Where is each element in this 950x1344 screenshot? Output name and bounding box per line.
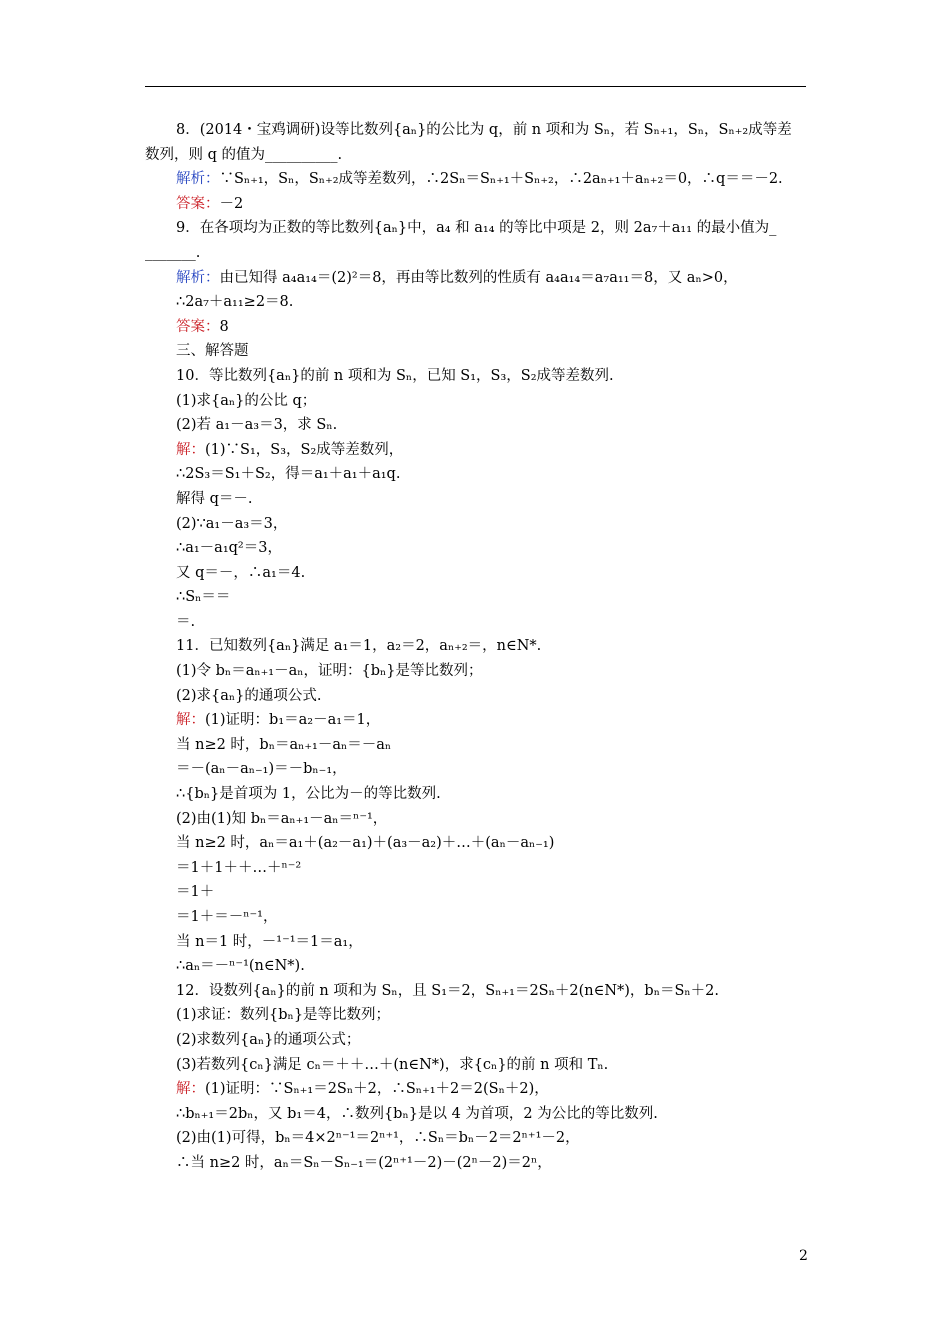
text-line xyxy=(145,290,806,315)
line-text: (2)求数列{aₙ}的通项公式； xyxy=(176,1031,361,1048)
text-line xyxy=(145,438,806,463)
line-text: ∴a₁－a₁q²＝3， xyxy=(176,540,282,557)
text-line xyxy=(145,634,806,659)
line-text: ＝1＋＝－ⁿ⁻¹， xyxy=(176,909,278,925)
text-line xyxy=(145,266,806,291)
line-text: ＝. xyxy=(176,613,196,630)
answer-label: 解析： xyxy=(176,171,220,188)
text-line xyxy=(145,315,806,340)
text-line xyxy=(145,1126,806,1151)
answer-label: 解析： xyxy=(176,269,220,286)
line-text: (1)令 bₙ＝aₙ₊₁－aₙ，证明：{bₙ}是等比数列； xyxy=(176,663,483,680)
text-line xyxy=(145,856,806,881)
line-text: 又 q＝－，∴a₁＝4. xyxy=(176,564,306,581)
line-text: 当 n≥2 时，aₙ＝a₁＋(a₂－a₁)＋(a₃－a₂)＋…＋(aₙ－aₙ₋₁) xyxy=(176,835,555,852)
line-text: (3)若数列{cₙ}满足 cₙ＝＋＋…＋(n∈N*)，求{cₙ}的前 n 项和 Tₙ. xyxy=(176,1056,609,1073)
text-line xyxy=(145,954,806,979)
line-text: (1)∵S₁，S₃，S₂成等差数列， xyxy=(205,441,404,458)
line-text: (1)求{aₙ}的公比 q； xyxy=(176,392,317,409)
text-line xyxy=(145,339,806,364)
line-text: 8 xyxy=(219,318,229,335)
line-text: ＝1＋ xyxy=(176,884,215,901)
line-text: －2 xyxy=(219,195,244,212)
line-text: 当 n＝1 时，－¹⁻¹＝1＝a₁， xyxy=(176,933,363,950)
answer-label: 解： xyxy=(176,441,205,458)
text-line xyxy=(145,512,806,537)
text-line xyxy=(145,192,806,217)
line-text: (2)∵a₁－a₃＝3， xyxy=(176,515,288,532)
page-body xyxy=(145,118,806,1176)
text-line xyxy=(145,684,806,709)
text-line xyxy=(145,757,806,782)
text-line xyxy=(145,610,806,635)
text-line xyxy=(145,143,806,168)
answer-label: 答案： xyxy=(176,318,220,335)
line-text: ＝－(aₙ－aₙ₋₁)＝－bₙ₋₁， xyxy=(176,761,347,778)
header-rule xyxy=(145,86,806,87)
answer-label: 解： xyxy=(176,712,205,729)
line-text: ∴{bₙ}是首项为 1，公比为－的等比数列. xyxy=(176,786,441,803)
text-line xyxy=(145,979,806,1004)
line-text: (1)证明：b₁＝a₂－a₁＝1， xyxy=(205,712,381,729)
text-line xyxy=(145,487,806,512)
text-line xyxy=(145,1151,806,1176)
line-text: 10．等比数列{aₙ}的前 n 项和为 Sₙ，已知 S₁，S₃，S₂成等差数列. xyxy=(176,367,614,384)
line-text: 解得 q＝－. xyxy=(176,490,253,507)
text-line xyxy=(145,389,806,414)
text-line xyxy=(145,831,806,856)
text-line xyxy=(145,782,806,807)
line-text: ∴aₙ＝－ⁿ⁻¹(n∈N*). xyxy=(176,958,305,975)
text-line xyxy=(145,413,806,438)
line-text: 数列，则 q 的值为__________. xyxy=(145,146,343,163)
line-text: ∵Sₙ₊₁，Sₙ，Sₙ₊₂成等差数列，∴2Sₙ＝Sₙ₊₁＋Sₙ₊₂，∴2aₙ₊₁＋aₙ₊₂＝0，∴q＝＝－2. xyxy=(219,171,783,188)
text-line xyxy=(145,659,806,684)
text-line xyxy=(145,1003,806,1028)
text-line xyxy=(145,216,806,241)
line-text: ∴2a₇＋a₁₁≥2＝8. xyxy=(176,294,294,311)
text-line xyxy=(145,1053,806,1078)
text-line xyxy=(145,708,806,733)
text-line xyxy=(145,905,806,930)
line-text: (2)由(1)可得，bₙ＝4×2ⁿ⁻¹＝2ⁿ⁺¹，∴Sₙ＝bₙ－2＝2ⁿ⁺¹－2， xyxy=(176,1130,580,1147)
text-line xyxy=(145,807,806,832)
line-text: ∴2S₃＝S₁＋S₂，得＝a₁＋a₁＋a₁q. xyxy=(176,466,401,483)
text-line xyxy=(145,1077,806,1102)
line-text: 11．已知数列{aₙ}满足 a₁＝1，a₂＝2，aₙ₊₂＝，n∈N*. xyxy=(176,638,542,655)
line-text: 8．(2014・宝鸡调研)设等比数列{aₙ}的公比为 q，前 n 项和为 Sₙ，若 Sₙ₊₁，Sₙ，Sₙ₊₂成等差 xyxy=(176,122,792,138)
line-text: _______. xyxy=(145,244,201,261)
text-line xyxy=(145,1028,806,1053)
text-line xyxy=(145,536,806,561)
line-text: ∴Sₙ＝＝ xyxy=(176,589,231,606)
line-text: 12．设数列{aₙ}的前 n 项和为 Sₙ，且 S₁＝2，Sₙ₊₁＝2Sₙ＋2(n∈N*)，bₙ＝Sₙ＋2. xyxy=(176,982,720,999)
line-text: (1)证明：∵Sₙ₊₁＝2Sₙ＋2，∴Sₙ₊₁＋2＝2(Sₙ＋2)， xyxy=(205,1081,549,1098)
text-line xyxy=(145,167,806,192)
text-line xyxy=(145,462,806,487)
page-number: 2 xyxy=(799,1248,808,1264)
line-text: 当 n≥2 时，bₙ＝aₙ₊₁－aₙ＝－aₙ xyxy=(176,736,392,753)
line-text: (1)求证：数列{bₙ}是等比数列； xyxy=(176,1007,391,1024)
line-text: (2)由(1)知 bₙ＝aₙ₊₁－aₙ＝ⁿ⁻¹， xyxy=(176,810,388,827)
answer-label: 答案： xyxy=(176,195,220,212)
line-text: (2)若 a₁－a₃＝3，求 Sₙ. xyxy=(176,417,338,434)
line-text: ＝1＋1＋＋…＋ⁿ⁻² xyxy=(176,859,302,876)
text-line xyxy=(145,585,806,610)
answer-label: 解： xyxy=(176,1081,205,1098)
line-text: 三、解答题 xyxy=(176,343,249,360)
text-line xyxy=(145,118,806,143)
line-text: (2)求{aₙ}的通项公式. xyxy=(176,687,322,704)
text-line xyxy=(145,241,806,266)
line-text: 由已知得 a₄a₁₄＝(2)²＝8，再由等比数列的性质有 a₄a₁₄＝a₇a₁₁＝8，又 aₙ>0， xyxy=(219,269,738,286)
text-line xyxy=(145,561,806,586)
text-line xyxy=(145,930,806,955)
line-text: ∴当 n≥2 时，aₙ＝Sₙ－Sₙ₋₁＝(2ⁿ⁺¹－2)－(2ⁿ－2)＝2ⁿ， xyxy=(176,1154,552,1171)
text-line xyxy=(145,880,806,905)
text-line xyxy=(145,364,806,389)
text-line xyxy=(145,1102,806,1127)
line-text: 9．在各项均为正数的等比数列{aₙ}中，a₄ 和 a₁₄ 的等比中项是 2，则 2a₇＋a₁₁ 的最小值为_ xyxy=(176,220,777,237)
text-line xyxy=(145,733,806,758)
line-text: ∴bₙ₊₁＝2bₙ，又 b₁＝4，∴数列{bₙ}是以 4 为首项，2 为公比的等比数列. xyxy=(176,1105,658,1122)
